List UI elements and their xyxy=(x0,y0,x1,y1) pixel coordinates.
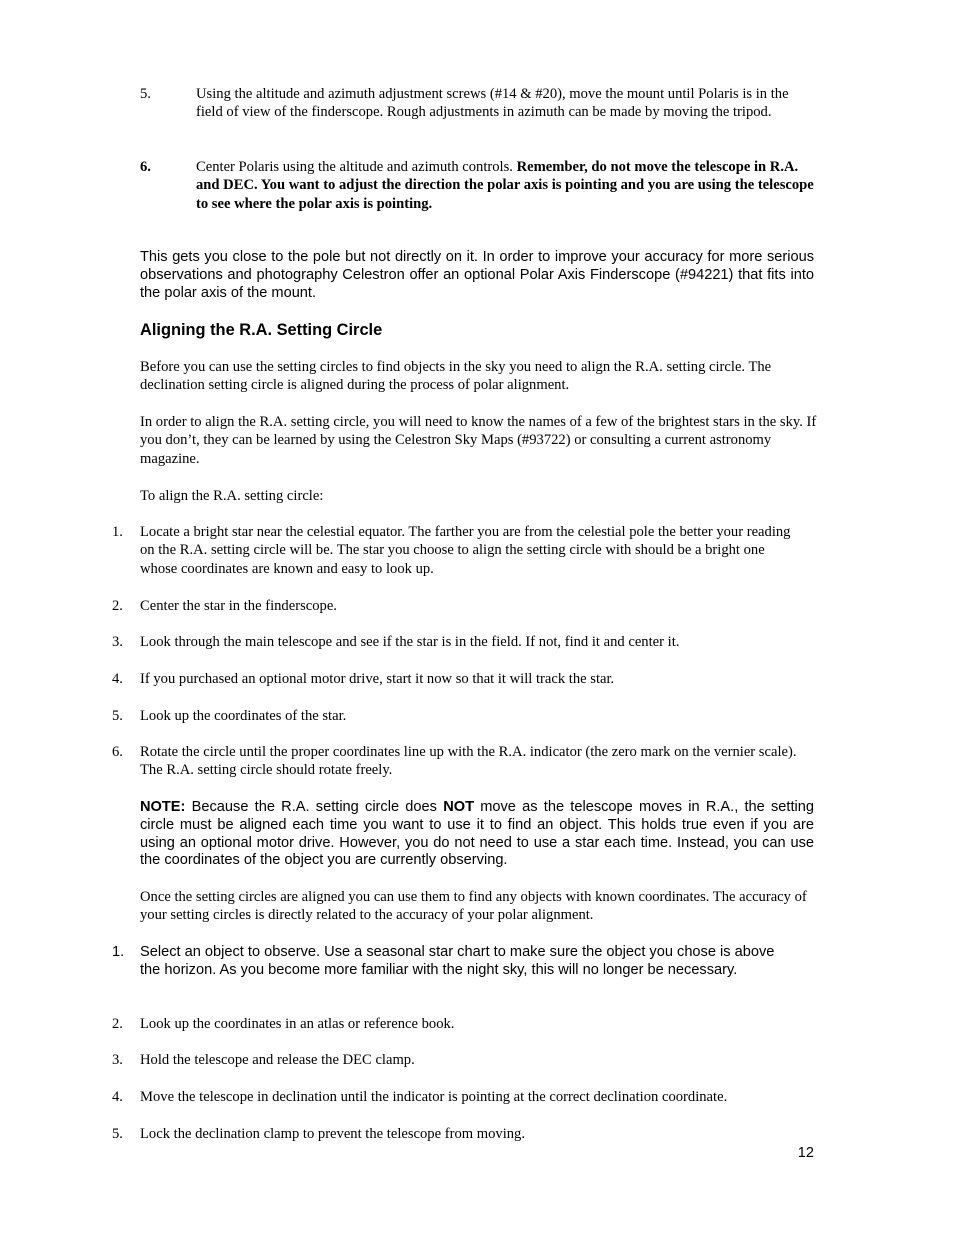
note-paragraph xyxy=(140,799,814,870)
page-number: 12 xyxy=(797,1145,814,1161)
list-number: 3. xyxy=(112,1052,123,1068)
list-item-text: Center the star in the finderscope. xyxy=(140,598,337,614)
list-item-text: Look through the main telescope and see if the star is in the field. If not, find it and center it. xyxy=(140,634,680,650)
list-number: 4. xyxy=(112,1089,123,1105)
list-item-text: Rotate the circle until the proper coordinates line up with the R.A. indicator (the zero mark on the vernier scale). The R.A. setting circle should rotate freely. xyxy=(140,744,797,779)
list-item-text: Lock the declination clamp to prevent the telescope from moving. xyxy=(140,1126,525,1142)
list-item-text: Look up the coordinates of the star. xyxy=(140,708,347,724)
list-number: 6. xyxy=(140,159,151,175)
section-heading: Aligning the R.A. Setting Circle xyxy=(140,321,383,339)
list-item-text: If you purchased an optional motor drive, start it now so that it will track the star. xyxy=(140,671,615,687)
list-number: 6. xyxy=(112,744,123,760)
paragraph: To align the R.A. setting circle: xyxy=(140,488,324,504)
paragraph: In order to align the R.A. setting circle, you will need to know the names of a few of the brightest stars in the sky. If you don’t, they can be learned by using the Celestron Sky Maps (#93722) or consulting a current astronomy magazine. xyxy=(140,414,817,467)
paragraph: Once the setting circles are aligned you can use them to find any objects with known coordinates. The accuracy of your setting circles is directly related to the accuracy of your polar alignment. xyxy=(140,889,807,924)
list-number: 2. xyxy=(112,598,123,614)
note-text: Because the R.A. setting circle does xyxy=(185,799,444,815)
list-number: 1. xyxy=(112,944,125,960)
list-number: 5. xyxy=(112,1126,123,1142)
list-item-text: Hold the telescope and release the DEC clamp. xyxy=(140,1052,415,1068)
list-number: 5. xyxy=(112,708,123,724)
note-text: move as the telescope moves in R.A., the setting circle must be aligned each time you want to use it to find an object. This holds true even if you are using an optional motor drive. However, you do not need to use a star each time. Instead, you can use the coordinates of the object you are currently observing. xyxy=(140,799,814,869)
list-item-text: Move the telescope in declination until the indicator is pointing at the correct declination coordinate. xyxy=(140,1089,728,1105)
list-item-text xyxy=(196,158,816,213)
list-number: 2. xyxy=(112,1016,123,1032)
list-number: 1. xyxy=(112,524,123,540)
paragraph: Before you can use the setting circles to find objects in the sky you need to align the R.A. setting circle. The declination setting circle is aligned during the process of polar alignment. xyxy=(140,359,772,394)
step-text-plain: Center Polaris using the altitude and azimuth controls. xyxy=(196,159,517,175)
note-label: NOTE: xyxy=(140,799,186,815)
list-number: 4. xyxy=(112,671,123,687)
list-item-text: Using the altitude and azimuth adjustment screws (#14 & #20), move the mount until Polaris is in the field of view of the finderscope. Rough adjustments in azimuth can be made by moving the tripod. xyxy=(196,86,789,121)
list-number: 3. xyxy=(112,634,123,650)
list-item-text: Locate a bright star near the celestial equator. The farther you are from the celestial pole the better your reading on the R.A. setting circle will be. The star you choose to align the setting circle with should be a bright one whose coordinates are known and easy to look up. xyxy=(140,524,791,577)
list-number: 5. xyxy=(140,86,151,102)
list-item-text: Look up the coordinates in an atlas or reference book. xyxy=(140,1016,455,1032)
list-item-text: Select an object to observe. Use a seasonal star chart to make sure the object you chose is above the horizon. As you become more familiar with the night sky, this will no longer be necessary. xyxy=(140,944,775,978)
intro-paragraph: This gets you close to the pole but not directly on it. In order to improve your accuracy for more serious observations and photography Celestron offer an optional Polar Axis Finderscope (#94221) that fits into the polar axis of the mount. xyxy=(140,249,814,301)
step-text-bold: Remember, do not move the telescope in R.A. and DEC. You want to adjust the direction the polar axis is pointing and you are using the telescope to see where the polar axis is pointing. xyxy=(196,159,814,212)
note-emphasis: NOT xyxy=(443,799,474,815)
